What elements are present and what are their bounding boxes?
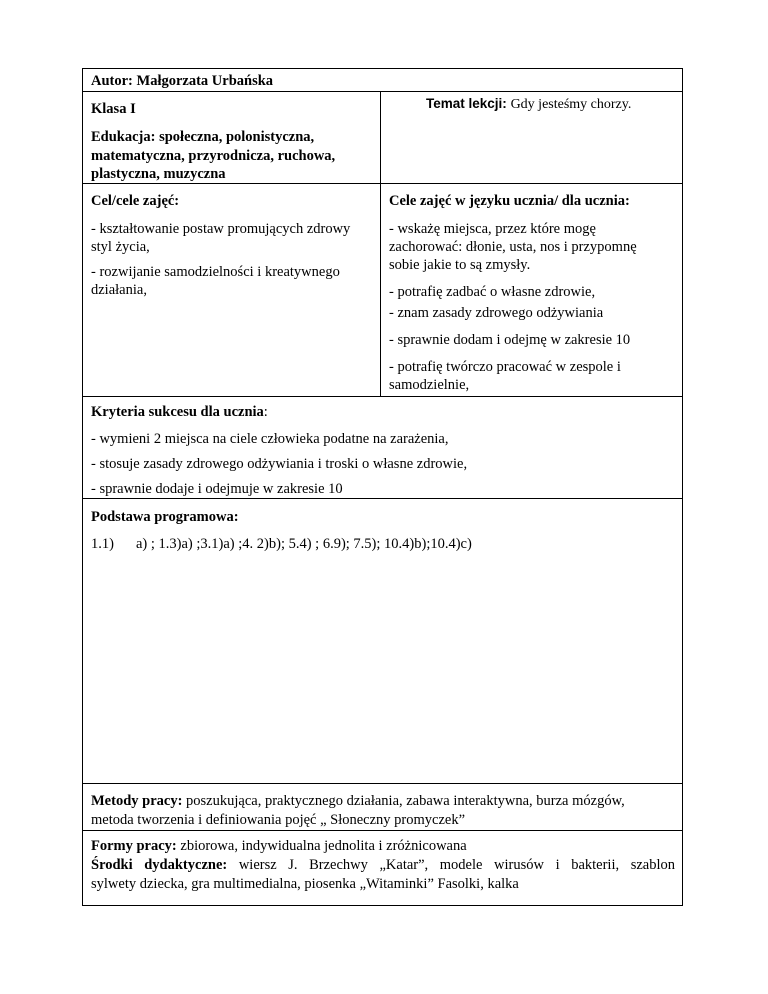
methods-line-2: metoda tworzenia i definiowania pojęć „ Słoneczny promyczek” bbox=[91, 812, 466, 828]
education-line: plastyczna, muzyczna bbox=[91, 166, 226, 182]
class-label: Klasa I bbox=[91, 101, 136, 117]
means-value: wiersz J. Brzechwy „Katar”, modele wirusów i bakterii, szablon bbox=[238, 857, 675, 873]
success-label: Kryteria sukcesu dla ucznia bbox=[91, 404, 264, 420]
goal-item: styl życia, bbox=[91, 239, 150, 255]
row-divider bbox=[82, 783, 683, 784]
success-item: - sprawnie dodaje i odejmuje w zakresie 10 bbox=[91, 481, 343, 497]
curriculum-number: 1.1) bbox=[91, 536, 114, 552]
student-goal-item: - potrafię zadbać o własne zdrowie, bbox=[389, 284, 596, 300]
education-line: matematyczna, przyrodnicza, ruchowa, bbox=[91, 148, 336, 164]
forms-line bbox=[91, 837, 467, 856]
column-divider bbox=[380, 91, 381, 183]
success-item: - stosuje zasady zdrowego odżywiania i troski o własne zdrowie, bbox=[91, 456, 468, 472]
means-label: Środki dydaktyczne: bbox=[91, 857, 228, 873]
forms-value: zbiorowa, indywidualna jednolita i zróżnicowana bbox=[180, 838, 467, 854]
curriculum-label: Podstawa programowa: bbox=[91, 509, 239, 525]
student-goal-item: samodzielnie, bbox=[389, 377, 470, 393]
goal-item: - kształtowanie postaw promujących zdrowy bbox=[91, 221, 351, 237]
goal-item: działania, bbox=[91, 282, 147, 298]
success-criteria-heading bbox=[91, 403, 268, 422]
methods-label: Metody pracy: bbox=[91, 793, 183, 809]
methods-line bbox=[91, 792, 625, 811]
means-line-2: sylwety dziecka, gra multimedialna, piosenka „Witaminki” Fasolki, kalka bbox=[91, 876, 519, 892]
methods-value: poszukująca, praktycznego działania, zabawa interaktywna, burza mózgów, bbox=[186, 793, 625, 809]
student-goal-item: zachorować: dłonie, usta, nos i przypomnę bbox=[389, 239, 637, 255]
row-divider bbox=[82, 830, 683, 831]
goals-header: Cel/cele zajęć: bbox=[91, 193, 180, 209]
success-item: - wymieni 2 miejsca na ciele człowieka podatne na zarażenia, bbox=[91, 431, 449, 447]
author-label: Autor: Małgorzata Urbańska bbox=[91, 73, 274, 89]
topic-value: Gdy jesteśmy chorzy. bbox=[510, 97, 632, 112]
forms-label: Formy pracy: bbox=[91, 838, 177, 854]
student-goal-item: - znam zasady zdrowego odżywiania bbox=[389, 305, 604, 321]
student-goal-item: sobie jakie to są zmysły. bbox=[389, 257, 531, 273]
topic-label: Temat lekcji: bbox=[426, 96, 507, 111]
student-goals-header: Cele zajęć w języku ucznia/ dla ucznia: bbox=[389, 193, 630, 209]
education-line: Edukacja: społeczna, polonistyczna, bbox=[91, 129, 315, 145]
means-line bbox=[91, 856, 675, 875]
student-goal-item: - wskażę miejsca, przez które mogę bbox=[389, 221, 596, 237]
column-divider bbox=[380, 183, 381, 396]
goal-item: - rozwijanie samodzielności i kreatywnego bbox=[91, 264, 340, 280]
student-goal-item: - sprawnie dodam i odejmę w zakresie 10 bbox=[389, 332, 631, 348]
success-colon: : bbox=[263, 404, 268, 420]
student-goal-item: - potrafię twórczo pracować w zespole i bbox=[389, 359, 621, 375]
topic bbox=[426, 94, 631, 114]
row-divider bbox=[82, 91, 683, 92]
row-divider bbox=[82, 396, 683, 397]
curriculum-text: a) ; 1.3)a) ;3.1)a) ;4. 2)b); 5.4) ; 6.9); 7.5); 10.4)b);10.4)c) bbox=[136, 536, 472, 552]
